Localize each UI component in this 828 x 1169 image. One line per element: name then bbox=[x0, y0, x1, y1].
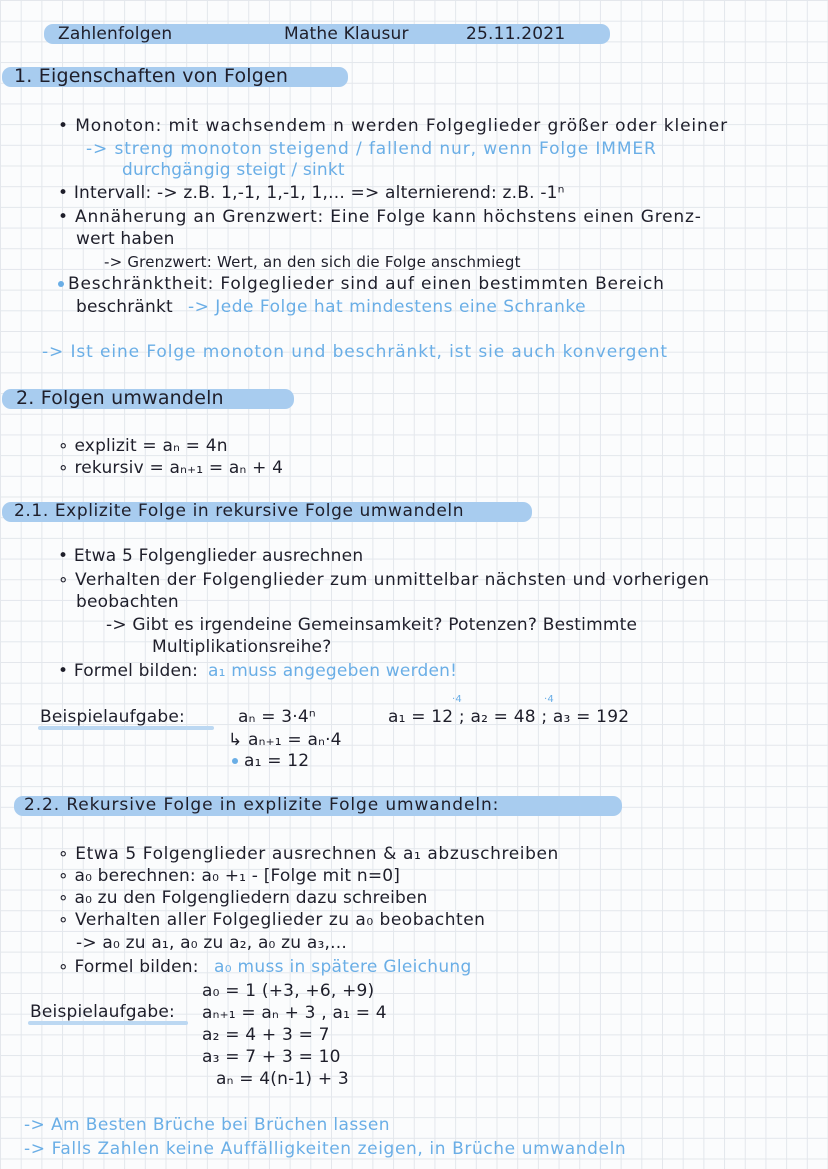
section1-heading: 1. Eigenschaften von Folgen bbox=[14, 65, 289, 87]
section21-step-3: -> Gibt es irgendeine Gemeinsamkeit? Potenzen? Bestimmte bbox=[106, 615, 638, 635]
konvergent-conclusion: -> Ist eine Folge monoton und beschränkt, ist sie auch konvergent bbox=[42, 342, 668, 362]
property-beschraenkt-2: beschränkt bbox=[76, 297, 173, 317]
grenzwert-definition: -> Grenzwert: Wert, an den sich die Folge anschmiegt bbox=[104, 253, 521, 271]
header-subject: Mathe Klausur bbox=[284, 24, 409, 44]
section22-example-label: Beispielaufgabe: bbox=[30, 1002, 175, 1022]
monoton-note-1: -> streng monoton steigend / fallend nur, wenn Folge IMMER bbox=[86, 139, 657, 159]
form-rekursiv: ∘ rekursiv = aₙ₊₁ = aₙ + 4 bbox=[58, 458, 284, 478]
section22-heading: 2.2. Rekursive Folge in explizite Folge umwandeln: bbox=[24, 795, 500, 815]
section21-step-2b: beobachten bbox=[76, 592, 179, 612]
property-annaeherung-2: wert haben bbox=[76, 229, 175, 249]
section21-example-start: a₁ = 12 bbox=[244, 751, 310, 771]
property-monoton: • Monoton: mit wachsendem n werden Folgeglieder größer oder kleiner bbox=[58, 116, 728, 136]
section22-step-2: ∘ a₀ berechnen: a₀ +₁ - [Folge mit n=0] bbox=[58, 866, 401, 886]
monoton-note-2: durchgängig steigt / sinkt bbox=[122, 160, 345, 180]
form-explizit: ∘ explizit = aₙ = 4n bbox=[58, 436, 228, 456]
footer-tip-2: -> Falls Zahlen keine Auffälligkeiten zeigen, in Brüche umwandeln bbox=[24, 1139, 627, 1159]
property-annaeherung-1: • Annäherung an Grenzwert: Eine Folge kann höchstens einen Grenz- bbox=[58, 207, 702, 227]
section21-step-3b: Multiplikationsreihe? bbox=[152, 637, 332, 657]
section2-heading: 2. Folgen umwandeln bbox=[16, 387, 224, 409]
section22-step-4b: -> a₀ zu a₁, a₀ zu a₂, a₀ zu a₃,... bbox=[76, 933, 347, 953]
section21-step-2: ∘ Verhalten der Folgenglieder zum unmittelbar nächsten und vorherigen bbox=[58, 570, 710, 590]
section21-example-label: Beispielaufgabe: bbox=[40, 707, 185, 727]
section21-example-values: a₁ = 12 ; a₂ = 48 ; a₃ = 192 bbox=[388, 707, 630, 727]
property-intervall: • Intervall: -> z.B. 1,-1, 1,-1, 1,... => alternierend: z.B. -1ⁿ bbox=[58, 183, 565, 203]
section22-step-4: ∘ Verhalten aller Folgeglieder zu a₀ beobachten bbox=[58, 910, 486, 930]
beschraenkt-note: -> Jede Folge hat mindestens eine Schranke bbox=[188, 297, 587, 317]
section21-example-recursive: ↳ aₙ₊₁ = aₙ·4 bbox=[228, 730, 342, 750]
section22-example-a0: a₀ = 1 (+3, +6, +9) bbox=[202, 981, 375, 1001]
beschraenkt-bullet bbox=[58, 281, 64, 287]
section21-step-4: • Formel bilden: bbox=[58, 661, 199, 681]
section22-step-3: ∘ a₀ zu den Folgengliedern dazu schreiben bbox=[58, 888, 428, 908]
section21-example-mult-2: ·4 bbox=[544, 694, 554, 705]
footer-tip-1: -> Am Besten Brüche bei Brüchen lassen bbox=[24, 1115, 390, 1135]
section22-step-5: ∘ Formel bilden: bbox=[58, 957, 199, 977]
section22-example-an: aₙ = 4(n-1) + 3 bbox=[216, 1069, 349, 1089]
section22-example-a2: a₂ = 4 + 3 = 7 bbox=[202, 1025, 330, 1045]
header-date: 25.11.2021 bbox=[466, 24, 566, 44]
section22-step-1: ∘ Etwa 5 Folgenglieder ausrechnen & a₁ abzuschreiben bbox=[58, 844, 559, 864]
section22-example-a3: a₃ = 7 + 3 = 10 bbox=[202, 1047, 341, 1067]
section21-step-1: • Etwa 5 Folgenglieder ausrechnen bbox=[58, 546, 364, 566]
header-topic: Zahlenfolgen bbox=[58, 24, 173, 44]
section22-example-recursive: aₙ₊₁ = aₙ + 3 , a₁ = 4 bbox=[202, 1003, 387, 1023]
property-beschraenkt-1: Beschränktheit: Folgeglieder sind auf einen bestimmten Bereich bbox=[68, 274, 665, 294]
section22-step-5-note: a₀ muss in spätere Gleichung bbox=[214, 957, 472, 977]
section21-step-4-note: a₁ muss angegeben werden! bbox=[208, 661, 458, 681]
section21-example-formula: aₙ = 3·4ⁿ bbox=[238, 707, 316, 727]
section21-example-mult-1: ·4 bbox=[452, 694, 462, 705]
example-start-bullet bbox=[232, 758, 238, 764]
section21-heading: 2.1. Explizite Folge in rekursive Folge umwandeln bbox=[14, 501, 465, 521]
